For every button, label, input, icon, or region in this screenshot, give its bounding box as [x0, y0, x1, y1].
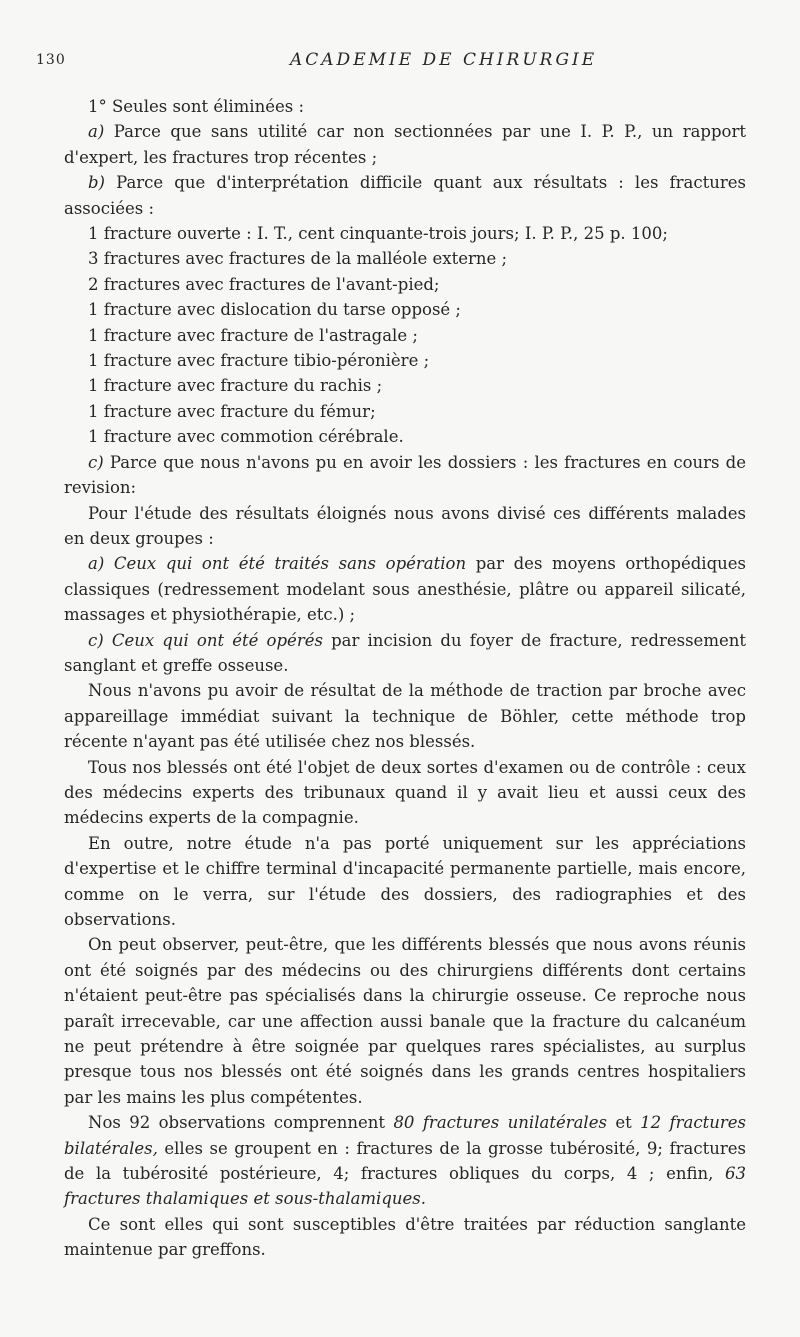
paragraph-text: Parce que d'interprétation difficile quant aux résultats : les fractures associées :: [64, 173, 746, 218]
list-item: 1 fracture ouverte : I. T., cent cinquante-trois jours; I. P. P., 25 p. 100;: [88, 224, 668, 244]
paragraph-text: Parce que sans utilité car non sectionnées par une I. P. P., un rapport d'expert, les fractures trop récentes ;: [64, 122, 746, 167]
paragraph: Pour l'étude des résultats éloignés nous avons divisé ces différents malades en deux groupes :: [64, 503, 746, 548]
paragraph: [64, 628, 746, 679]
item-label: b): [88, 173, 105, 193]
paragraph: Nous n'avons pu avoir de résultat de la méthode de traction par broche avec appareillage immédiat suivant la technique de Böhler, cette méthode trop récente n'ayant pas été utilisée chez nos blessés.: [64, 681, 746, 752]
item-label: a): [88, 554, 105, 574]
italic-phrase: 63 fractures thalamiques et sous-thalamiques.: [64, 1164, 746, 1209]
paragraph: [64, 551, 746, 627]
paragraph: [64, 1110, 746, 1212]
paragraph: En outre, notre étude n'a pas porté uniquement sur les appréciations d'expertise et le chiffre terminal d'incapacité permanente partielle, mais encore, comme on le verra, sur l'étude des dossiers, des radiographies et des observations.: [64, 833, 746, 929]
list-item: 1 fracture avec commotion cérébrale.: [88, 427, 404, 447]
italic-phrase: 80 fractures unilatérales: [393, 1113, 607, 1133]
body-text: [64, 94, 746, 1263]
paragraph: Tous nos blessés ont été l'objet de deux sortes d'examen ou de contrôle : ceux des médecins experts des tribunaux quand il y avait lieu et aussi ceux des médecins experts de la compagnie.: [64, 757, 746, 828]
paragraph-text: Parce que nous n'avons pu en avoir les dossiers : les fractures en cours de revision:: [64, 452, 746, 498]
italic-phrase: 12 fractures bilatérales,: [64, 1113, 746, 1158]
page-number: 130: [36, 52, 66, 68]
page-header: [36, 50, 764, 76]
list-item: 2 fractures avec fractures de l'avant-pied;: [88, 274, 440, 294]
paragraph-text: par incision du foyer de fracture, redressement sanglant et greffe osseuse.: [64, 630, 746, 675]
paragraph-text: Nos 92 observations comprennent: [88, 1113, 394, 1133]
paragraph: [64, 450, 746, 501]
paragraph: [64, 170, 746, 221]
italic-phrase: Ceux qui ont été traités sans opération: [104, 554, 467, 574]
paragraph: [64, 119, 746, 170]
paragraph: 1° Seules sont éliminées :: [88, 97, 305, 116]
paragraph-text: elles se groupent en : fractures de la grosse tubérosité, 9; fractures de la tubérosité postérieure, 4; fractures obliques du corps, 4 ; enfin,: [64, 1138, 746, 1184]
paragraph-text: et: [606, 1113, 641, 1133]
paragraph: Ce sont elles qui sont susceptibles d'être traitées par réduction sanglante maintenue par greffons.: [64, 1214, 746, 1260]
list-item: 1 fracture avec fracture de l'astragale ;: [88, 325, 418, 345]
list-item: 1 fracture avec fracture du rachis ;: [88, 376, 383, 396]
item-label: c): [88, 452, 104, 472]
paragraph-text: par des moyens orthopédiques classiques (redressement modelant sous anesthésie, plâtre ou appareil silicaté, massages et physiothérapie, etc.) ;: [64, 554, 747, 625]
list-item: 3 fractures avec fractures de la malléole externe ;: [88, 249, 508, 269]
italic-phrase: Ceux qui ont été opérés: [103, 630, 323, 650]
running-title: ACADEMIE DE CHIRURGIE: [290, 50, 598, 70]
item-label: c): [88, 630, 104, 650]
list-item: 1 fracture avec dislocation du tarse opposé ;: [88, 300, 461, 320]
paragraph: On peut observer, peut-être, que les différents blessés que nous avons réunis ont été soignés par des médecins ou des chirurgiens différents dont certains n'étaient peut-être pas spécialisés dans la chirurgie osseuse. Ce reproche nous paraît irrecevable, car une affection aussi banale que la fracture du calcanéum ne peut prétendre à être soignée par quelques rares spécialistes, au surplus presque tous nos blessés ont été soignés dans les grands centres hospitaliers par les mains les plus compétentes.: [64, 935, 746, 1107]
item-label: a): [88, 122, 105, 142]
list-item: 1 fracture avec fracture tibio-péronière ;: [88, 351, 430, 371]
list-item: 1 fracture avec fracture du fémur;: [88, 401, 376, 421]
